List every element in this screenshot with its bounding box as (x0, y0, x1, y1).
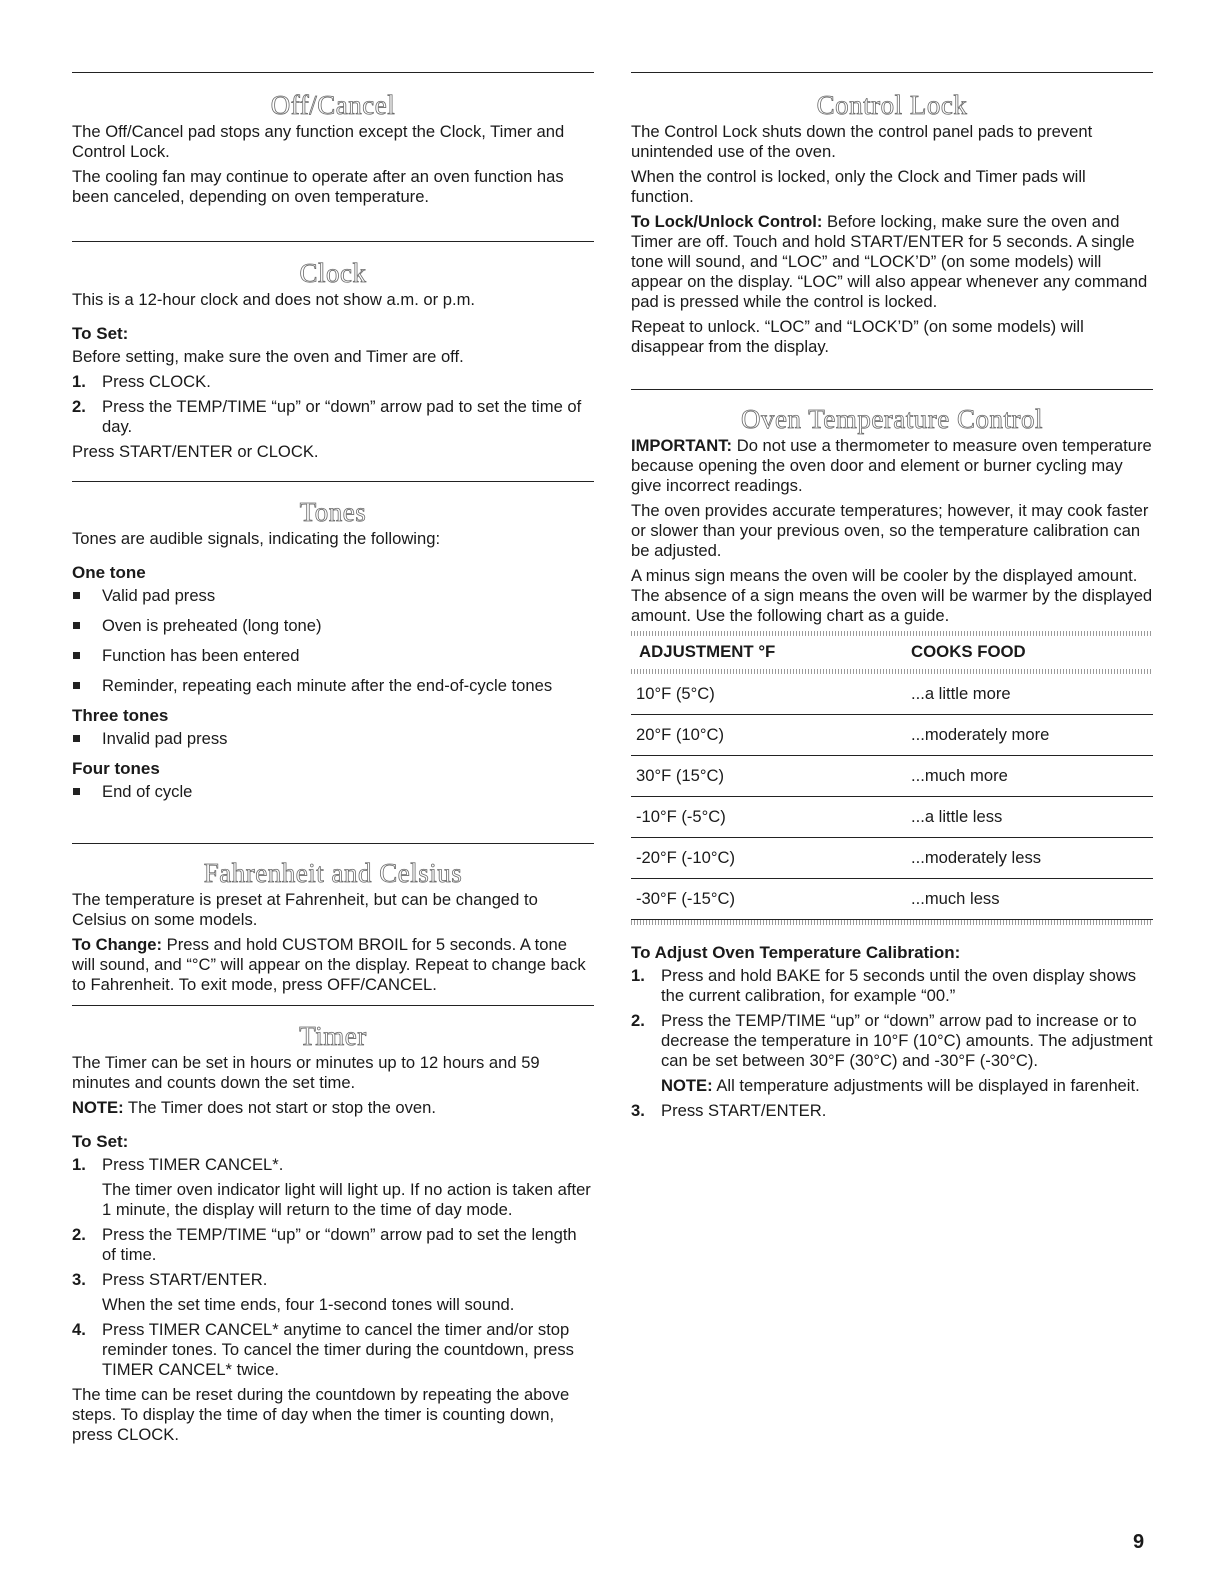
page-number: 9 (1133, 1531, 1145, 1553)
table-cell: ...a little less (911, 807, 1003, 826)
section-clock (72, 258, 594, 467)
section-divider (72, 72, 594, 73)
step-number: 3. (72, 1270, 86, 1289)
table-cell: ...much less (911, 889, 1000, 908)
paragraph-text: Before locking, make sure the oven and Timer are off. Touch and hold START/ENTER for 5 seconds. A single tone will sound, and “LOC” and “LOCK’D” (on some models) will appear on the display. “LOC” will also appear whenever any command pad is pressed while the control is locked. (631, 212, 1148, 311)
table-cell: 30°F (15°C) (636, 766, 724, 785)
step-number: 1. (631, 966, 645, 985)
paragraph (631, 436, 1153, 496)
step-number: 2. (631, 1011, 645, 1030)
paragraph: This is a 12-hour clock and does not show a.m. or p.m. (72, 290, 476, 309)
paragraph: The time can be reset during the countdown by repeating the above steps. To display the time of day when the timer is counting down, press CLOCK. (72, 1385, 570, 1444)
step-text: Press START/ENTER. (661, 1101, 827, 1120)
step-continuation: The timer oven indicator light will light up. If no action is taken after 1 minute, the display will return to the time of day mode. (102, 1180, 591, 1219)
steps-list (72, 1155, 594, 1380)
paragraph: The oven provides accurate temperatures; however, it may cook faster or slower than your previous oven, so the temperature calibration can be adjusted. (631, 501, 1149, 560)
subheading: Three tones (72, 706, 169, 725)
section-timer (72, 1021, 594, 1450)
paragraph: Tones are audible signals, indicating the following: (72, 529, 441, 548)
table-cell: ...a little more (911, 684, 1011, 703)
section-heading: Fahrenheit and Celsius (203, 858, 463, 888)
paragraph-text: The Timer does not start or stop the oven. (123, 1098, 436, 1117)
step-number: 2. (72, 1225, 86, 1244)
paragraph: Press START/ENTER or CLOCK. (72, 442, 319, 461)
section-divider (631, 389, 1153, 390)
section-heading: Oven Temperature Control (740, 404, 1044, 434)
list-item (72, 372, 594, 392)
section-heading: Off/Cancel (270, 90, 396, 120)
section-heading: Control Lock (816, 90, 968, 120)
section-control-lock (631, 90, 1153, 362)
paragraph (631, 212, 1153, 312)
list-item (72, 1320, 594, 1380)
subheading: To Set: (72, 324, 129, 343)
table-cell: -20°F (-10°C) (636, 848, 736, 867)
bold-label: NOTE: (72, 1098, 124, 1117)
list-item: End of cycle (72, 782, 594, 802)
step-number: 3. (631, 1101, 645, 1120)
paragraph: A minus sign means the oven will be cooler by the displayed amount. The absence of a sign means the oven will be warmer by the displayed amount. Use the following chart as a guide. (631, 566, 1153, 625)
bold-label: To Change: (72, 935, 163, 954)
bullet-list (72, 729, 594, 749)
table-row (631, 715, 1153, 756)
section-divider (72, 241, 594, 242)
steps-list (631, 966, 1153, 1121)
bold-label: IMPORTANT: (631, 436, 733, 455)
table-row (631, 756, 1153, 797)
table-bottom-border (631, 920, 1153, 925)
paragraph: Repeat to unlock. “LOC” and “LOCK’D” (on some models) will disappear from the display. (631, 317, 1084, 356)
step-text: Press TIMER CANCEL* anytime to cancel the timer and/or stop reminder tones. To cancel the timer during the countdown, press TIMER CANCEL* twice. (102, 1320, 574, 1379)
paragraph: The cooling fan may continue to operate after an oven function has been canceled, depending on oven temperature. (72, 167, 564, 206)
step-number: 4. (72, 1320, 86, 1339)
table-row (631, 879, 1153, 920)
bullet-list (72, 586, 594, 696)
calibration-table (631, 631, 1153, 925)
paragraph: The Off/Cancel pad stops any function except the Clock, Timer and Control Lock. (72, 122, 565, 161)
table-cell: 20°F (10°C) (636, 725, 724, 744)
paragraph-text: Do not use a thermometer to measure oven temperature because opening the oven door and element or burner cycling may give incorrect readings. (631, 436, 1152, 495)
table-cell: -10°F (-5°C) (636, 807, 726, 826)
step-text: Press and hold BAKE for 5 seconds until the oven display shows the current calibration, for example “00.” (661, 966, 1137, 1005)
list-item: Invalid pad press (72, 729, 594, 749)
list-item: Oven is preheated (long tone) (72, 616, 594, 636)
step-text: Press the TEMP/TIME “up” or “down” arrow pad to set the length of time. (102, 1225, 577, 1264)
paragraph: The Control Lock shuts down the control panel pads to prevent unintended use of the oven. (631, 122, 1093, 161)
column-header: COOKS FOOD (911, 642, 1026, 661)
step-number: 1. (72, 1155, 86, 1174)
list-item (72, 1270, 594, 1315)
section-divider (72, 843, 594, 844)
subheading: One tone (72, 563, 146, 582)
table-cell: ...moderately more (911, 725, 1050, 744)
section-divider (72, 1005, 594, 1006)
subheading: Four tones (72, 759, 160, 778)
step-text: Press the TEMP/TIME “up” or “down” arrow pad to set the time of day. (102, 397, 582, 436)
section-off-cancel (72, 90, 594, 212)
section-divider (72, 481, 594, 482)
list-item (72, 1225, 594, 1265)
paragraph-text: Press and hold CUSTOM BROIL for 5 seconds. A tone will sound, and “°C” will appear on the display. Repeat to change back to Fahrenheit. To exit mode, press OFF/CANCEL. (72, 935, 586, 994)
table-row (631, 838, 1153, 879)
bullet-list (72, 782, 594, 802)
note-text: All temperature adjustments will be displayed in farenheit. (712, 1076, 1140, 1095)
step-note (661, 1076, 1153, 1096)
table-row (631, 797, 1153, 838)
bold-label: NOTE: (661, 1076, 713, 1095)
section-heading: Clock (299, 258, 367, 288)
list-item (631, 966, 1153, 1006)
table-cell: ...moderately less (911, 848, 1042, 867)
section-heading: Tones (299, 497, 367, 527)
step-number: 2. (72, 397, 86, 416)
subheading: To Set: (72, 1132, 129, 1151)
section-heading: Timer (299, 1021, 367, 1051)
list-item: Valid pad press (72, 586, 594, 606)
list-item (72, 397, 594, 437)
paragraph: The Timer can be set in hours or minutes up to 12 hours and 59 minutes and counts down the set time. (72, 1053, 540, 1092)
section-fahrenheit-celsius (72, 858, 594, 1000)
table-header (631, 636, 1153, 669)
step-text: Press START/ENTER. (102, 1270, 268, 1289)
table-row (631, 674, 1153, 715)
section-oven-temperature-control (631, 404, 1153, 1126)
paragraph: When the control is locked, only the Clock and Timer pads will function. (631, 167, 1086, 206)
step-continuation: When the set time ends, four 1-second tones will sound. (102, 1295, 515, 1314)
subheading: To Adjust Oven Temperature Calibration: (631, 943, 961, 962)
paragraph (72, 935, 594, 995)
step-text: Press CLOCK. (102, 372, 211, 391)
list-item (72, 1155, 594, 1220)
list-item (631, 1011, 1153, 1096)
list-item: Function has been entered (72, 646, 594, 666)
step-text: Press the TEMP/TIME “up” or “down” arrow pad to increase or to decrease the temperature in 10°F (10°C) amounts. The adjustment can be set between 30°F (30°C) and -30°F (-30°C). (661, 1011, 1153, 1070)
section-tones (72, 497, 594, 812)
paragraph (72, 1098, 594, 1118)
list-item (631, 1101, 1153, 1121)
table-cell: ...much more (911, 766, 1008, 785)
steps-list (72, 372, 594, 437)
paragraph: Before setting, make sure the oven and Timer are off. (72, 347, 464, 366)
bold-label: To Lock/Unlock Control: (631, 212, 823, 231)
paragraph: The temperature is preset at Fahrenheit, but can be changed to Celsius on some models. (72, 890, 538, 929)
table-cell: -30°F (-15°C) (636, 889, 736, 908)
step-number: 1. (72, 372, 86, 391)
table-cell: 10°F (5°C) (636, 684, 715, 703)
column-header: ADJUSTMENT °F (639, 642, 776, 661)
step-text: Press TIMER CANCEL*. (102, 1155, 284, 1174)
list-item: Reminder, repeating each minute after the end-of-cycle tones (72, 676, 594, 696)
section-divider (631, 72, 1153, 73)
